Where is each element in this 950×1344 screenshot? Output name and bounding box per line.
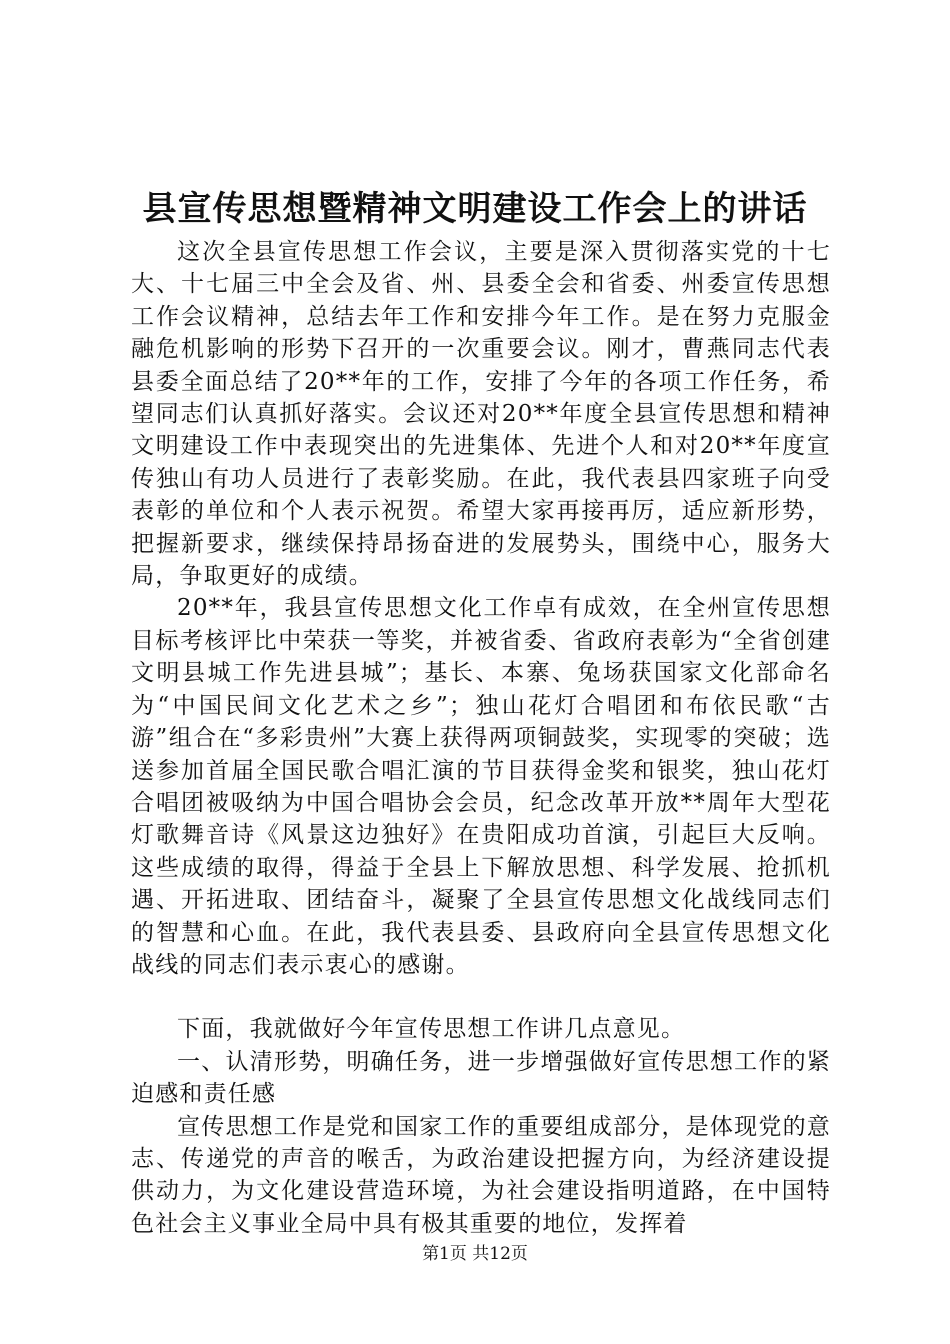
section-heading: 一、认清形势，明确任务，进一步增强做好宣传思想工作的紧迫感和责任感 xyxy=(131,1048,831,1108)
document-body xyxy=(131,236,831,1240)
paragraph: 下面，我就做好今年宣传思想工作讲几点意见。 xyxy=(177,1016,686,1043)
page-number: 第1页 共12页 xyxy=(422,1244,528,1264)
paragraph: 20**年，我县宣传思想文化工作卓有成效，在全州宣传思想目标考核评比中荣获一等奖，并被省委、省政府表彰为“全省创建文明县城工作先进县城”；基长、本寨、兔场获国家文化部命名为“中国民间文化艺术之乡”；独山花灯合唱团和布依民歌“古游”组合在“多彩贵州”大赛上获得两项铜鼓奖，实现零的突破；选送参加首届全国民歌合唱汇演的节目获得金奖和银奖，独山花灯合唱团被吸纳为中国合唱协会会员，纪念改革开放**周年大型花灯歌舞音诗《风景这边独好》在贵阳成功首演，引起巨大反响。这些成绩的取得，得益于全县上下解放思想、科学发展、抢抓机遇、开拓进取、团结奋斗，凝聚了全县宣传思想文化战线同志们的智慧和心血。在此，我代表县委、县政府向全县宣传思想文化战线的同志们表示衷心的感谢。 xyxy=(131,595,831,978)
paragraph: 宣传思想工作是党和国家工作的重要组成部分，是体现党的意志、传递党的声音的喉舌，为政治建设把握方向，为经济建设提供动力，为文化建设营造环境，为社会建设指明道路，在中国特色社会主义事业全局中具有极其重要的地位，发挥着 xyxy=(131,1113,831,1237)
document-title: 县宣传思想暨精神文明建设工作会上的讲话 xyxy=(142,189,808,229)
paragraph: 这次全县宣传思想工作会议，主要是深入贯彻落实党的十七大、十七届三中全会及省、州、县委全会和省委、州委宣传思想工作会议精神，总结去年工作和安排今年工作。是在努力克服金融危机影响的形势下召开的一次重要会议。刚才，曹燕同志代表县委全面总结了20**年的工作，安排了今年的各项工作任务，希望同志们认真抓好落实。会议还对20**年度全县宣传思想和精神文明建设工作中表现突出的先进集体、先进个人和对20**年度宣传独山有功人员进行了表彰奖励。在此，我代表县四家班子向受表彰的单位和个人表示祝贺。希望大家再接再厉，适应新形势，把握新要求，继续保持昂扬奋进的发展势头，围绕中心，服务大局，争取更好的成绩。 xyxy=(131,239,831,590)
